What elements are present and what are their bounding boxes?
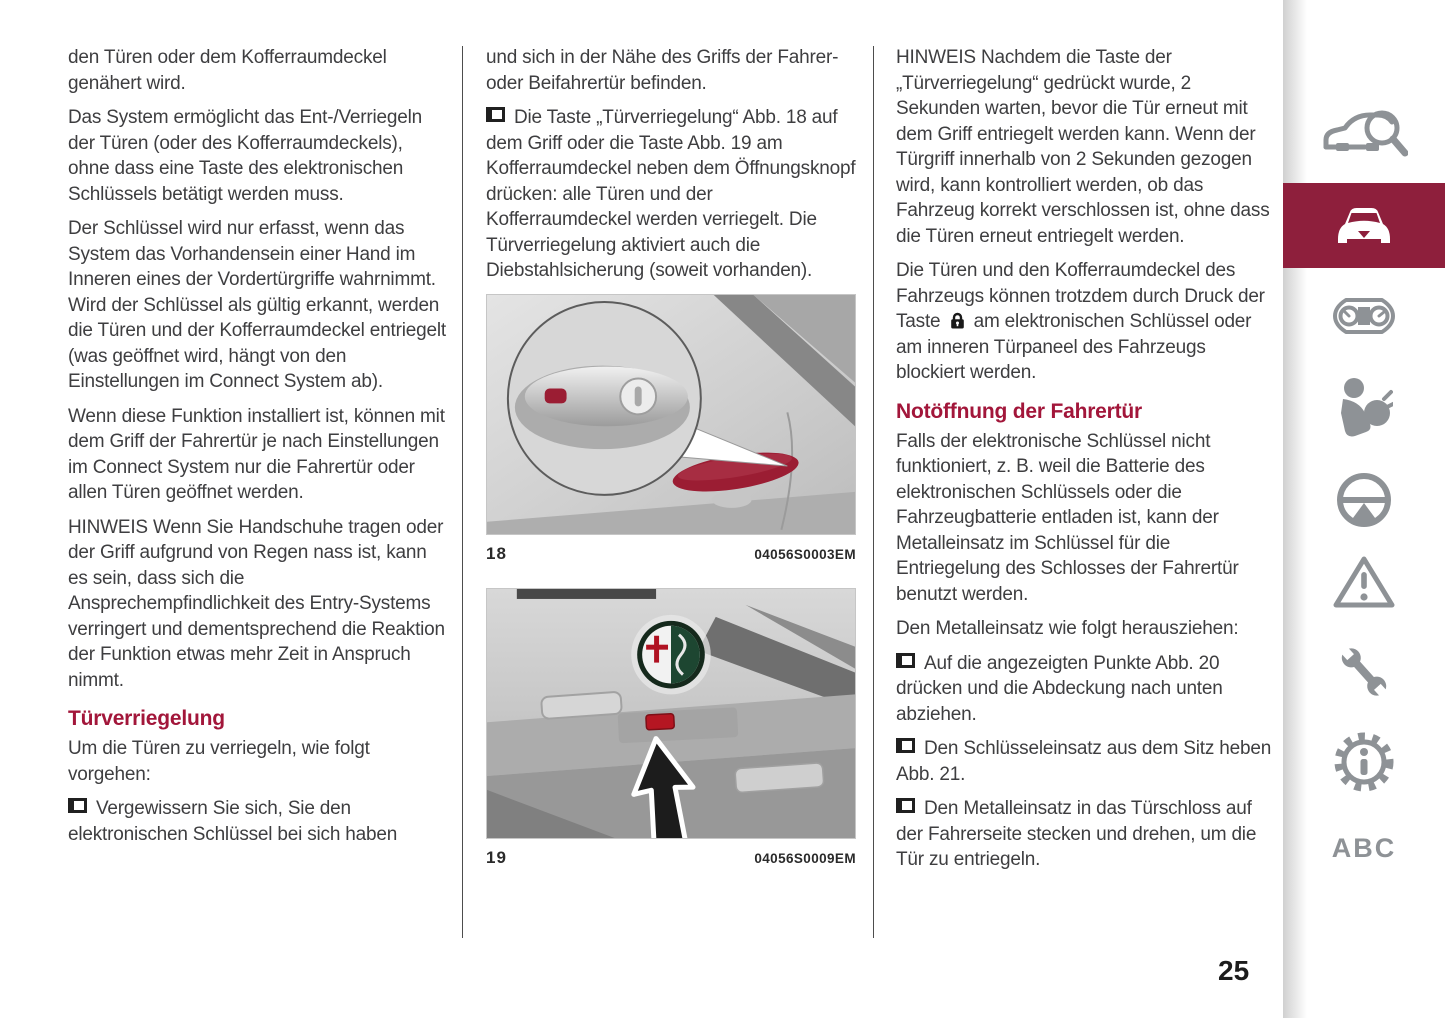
column-divider — [462, 46, 463, 938]
car-search-icon — [1320, 102, 1408, 164]
list-item-text: Den Metalleinsatz in das Türschloss auf der Fahrerseite stecken und drehen, um die Tür zu entriegeln. — [896, 798, 1257, 870]
info-gear-icon — [1333, 731, 1395, 793]
body-paragraph: Um die Türen zu verriegeln, wie folgt vorgehen: — [68, 738, 370, 785]
chapter-sidebar — [1283, 0, 1445, 1018]
list-item-text: Auf die angezeigten Punkte Abb. 20 drücken und die Abdeckung nach unten abziehen. — [896, 652, 1223, 725]
figure-19-image — [486, 588, 856, 840]
list-item-text: Den Schlüsseleinsatz aus dem Sitz heben Abb. 21. — [896, 738, 1272, 785]
list-item — [896, 796, 1274, 873]
square-bullet-icon — [486, 107, 505, 122]
paragraph-text: Die Türen und den Kofferraumdeckel des Fahrzeugs können trotzdem durch Druck der Taste — [896, 260, 1265, 332]
body-paragraph: und sich in der Nähe des Griffs der Fahrer- oder Beifahrertür befinden. — [486, 47, 839, 94]
body-paragraph: Den Metalleinsatz wie folgt herausziehen: — [896, 618, 1239, 639]
body-paragraph: den Türen oder dem Kofferraumdeckel genähert wird. — [68, 47, 387, 94]
page-number: 25 — [1218, 955, 1250, 986]
figure-number: 18 — [486, 544, 507, 564]
car-front-icon — [1334, 203, 1394, 249]
column-right — [896, 45, 1274, 882]
figure-18-caption — [486, 541, 856, 568]
list-item — [896, 651, 1274, 728]
square-bullet-icon — [896, 798, 915, 813]
figure-code: 04056S0003EM — [754, 547, 856, 563]
body-paragraph — [896, 258, 1274, 386]
door-handle-illustration — [487, 295, 855, 535]
sidebar-item-safety[interactable] — [1283, 377, 1445, 437]
figure-19-caption — [486, 845, 856, 872]
column-mid — [486, 45, 856, 872]
wrench-icon — [1334, 642, 1394, 702]
sidebar-item-instrument-panel[interactable] — [1283, 290, 1445, 342]
figure-number: 19 — [486, 848, 507, 868]
section-heading-tuerverriegelung: Türverriegelung — [68, 707, 225, 730]
square-bullet-icon — [68, 798, 87, 813]
body-paragraph: Falls der elektronische Schlüssel nicht funktioniert, z. B. weil die Batterie des elektronischen Schlüssels oder die Fahrzeugbatterie entladen ist, kann der Metalleinsatz im Schlüssel für die Entriegelung des Schlosses der Fahrertür benutzt werden. — [896, 430, 1239, 605]
figure-18-image — [486, 294, 856, 536]
sidebar-item-getting-to-know[interactable] — [1283, 100, 1445, 166]
note-paragraph: HINWEIS Wenn Sie Handschuhe tragen oder der Griff aufgrund von Regen nass ist, kann es sein, dass sich die Ansprechempfindlichkeit des Entry-Systems verringert und dementsprechend die Reaktion der Funktion etwas mehr Zeit in Anspruch nimmt. — [68, 516, 445, 691]
sidebar-item-emergency[interactable] — [1283, 553, 1445, 611]
square-bullet-icon — [896, 738, 915, 753]
airbag-icon — [1335, 377, 1393, 437]
list-item-text: Vergewissern Sie sich, Sie den elektronischen Schlüssel bei sich haben — [68, 798, 398, 845]
index-abc-label: ABC — [1331, 832, 1397, 863]
warning-triangle-icon — [1333, 554, 1395, 610]
body-paragraph: Der Schlüssel wird nur erfasst, wenn das System das Vorhandensein einer Hand im Inneren eines der Vordertürgriffe wahrnimmt. Wird der Schlüssel als gültig erkannt, werden die Türen und der Kofferraumdeckel entriegelt (was geöffnet wird, hängt von den Einstellungen im Connect System ab). — [68, 218, 446, 392]
figure-code: 04056S0009EM — [754, 851, 856, 867]
list-item — [486, 105, 856, 284]
steering-wheel-icon — [1335, 471, 1393, 529]
sidebar-item-maintenance[interactable] — [1283, 640, 1445, 704]
sidebar-item-starting-and-driving[interactable] — [1283, 472, 1445, 528]
trunk-lid-illustration — [487, 589, 855, 839]
sidebar-item-index[interactable] — [1283, 828, 1445, 868]
list-item-text: Die Taste „Türverriegelung“ Abb. 18 auf dem Griff oder die Taste Abb. 19 am Kofferraumdeckel neben dem Öffnungsknopf drücken: alle Türen und der Kofferraumdeckel werden verriegelt. Die Türverriegelung aktiviert auch die Diebstahlsicherung (soweit vorhanden). — [486, 107, 856, 281]
body-paragraph: Das System ermöglicht das Ent-/Verriegeln der Türen (oder des Kofferraumdeckels), ohne dass eine Taste des elektronischen Schlüssels betätigt werden muss. — [68, 107, 423, 205]
paragraph-text: am elektronischen Schlüssel oder am inneren Türpaneel des Fahrzeugs blockiert werden. — [896, 311, 1252, 383]
column-divider — [873, 46, 874, 938]
section-heading-notoeffnung: Notöffnung der Fahrertür — [896, 399, 1143, 423]
sidebar-item-doors-and-locks[interactable] — [1283, 183, 1445, 268]
list-item — [68, 796, 448, 847]
list-item — [896, 736, 1274, 787]
note-paragraph: HINWEIS Nachdem die Taste der „Türverriegelung“ gedrückt wurde, 2 Sekunden warten, bevor die Tür erneut mit dem Griff entriegelt werden kann. Wenn der Türgriff innerhalb von 2 Sekunden gezogen wird, kann kontrolliert werden, ob das Fahrzeug korrekt verschlossen ist, ohne dass die Türen erneut entriegelt werden. — [896, 47, 1270, 247]
column-left — [68, 45, 448, 856]
instrument-cluster-icon — [1332, 297, 1396, 335]
lock-icon — [950, 312, 965, 329]
square-bullet-icon — [896, 653, 915, 668]
body-paragraph: Wenn diese Funktion installiert ist, können mit dem Griff der Fahrertür je nach Einstellungen im Connect System nur die Fahrertür oder allen Türen geöffnet werden. — [68, 405, 445, 503]
sidebar-item-technical-data[interactable] — [1283, 730, 1445, 794]
